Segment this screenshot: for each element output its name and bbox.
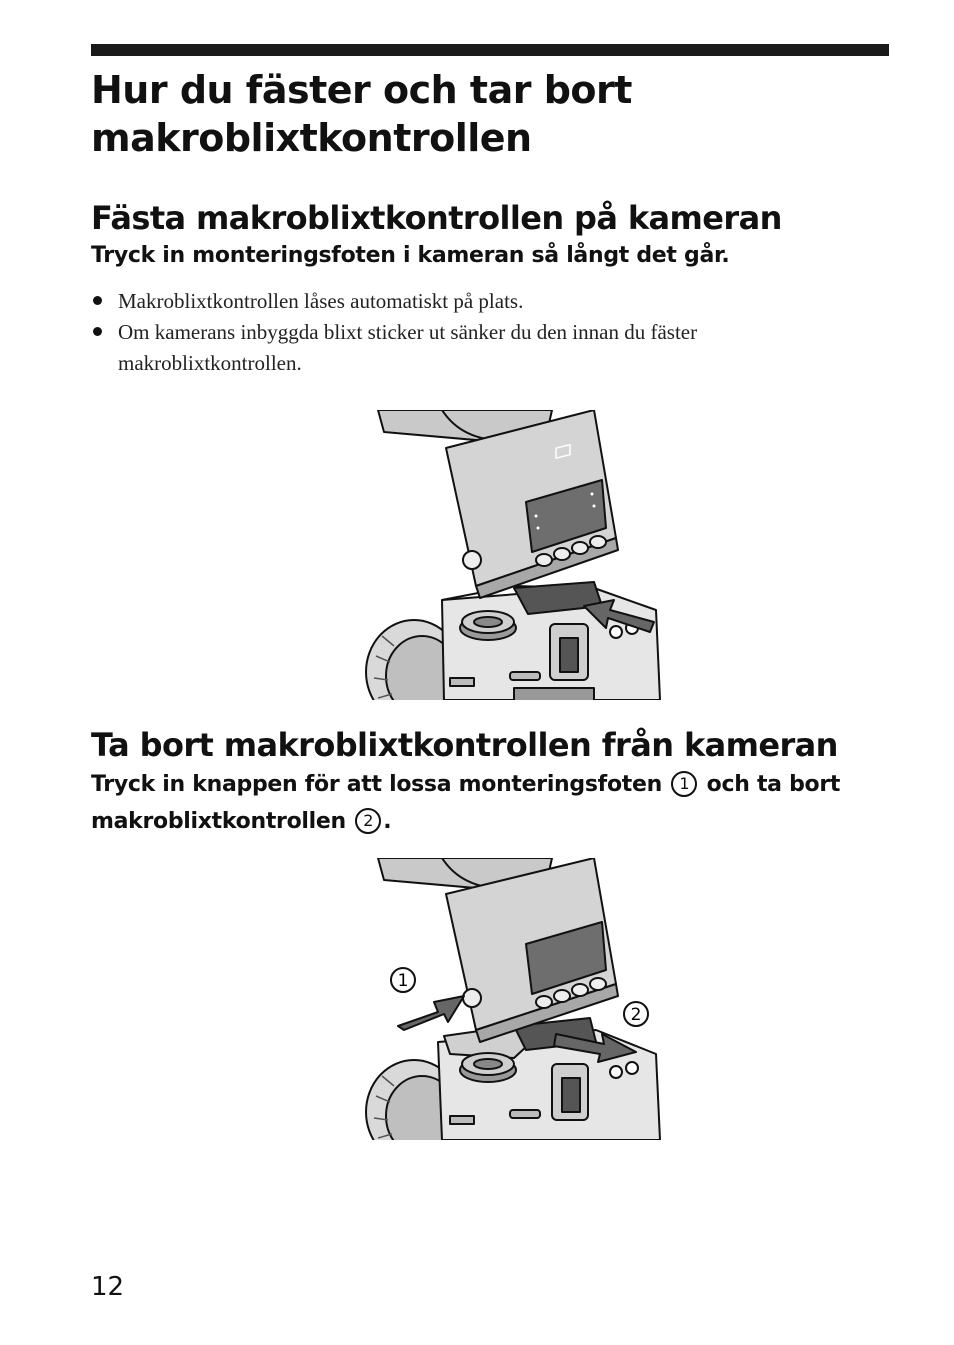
figure-label-1: 1 [397, 971, 409, 991]
figure-label-2: 2 [630, 1005, 642, 1025]
attach-illustration [364, 410, 664, 700]
release-button [463, 989, 481, 1007]
marker-1: 1 [671, 771, 697, 797]
attach-instruction: Tryck in monteringsfoten i kameran så långt det går. [91, 243, 730, 268]
marker-2: 2 [355, 808, 381, 834]
press-arrow [398, 996, 464, 1030]
remove-instruction [91, 766, 891, 840]
attach-notes [91, 286, 851, 379]
page-title: Hur du fäster och tar bort makroblixtkontrollen [91, 68, 632, 160]
remove-instruction-part2: och ta bort makroblixtkontrollen [91, 772, 841, 834]
page-number: 12 [91, 1272, 125, 1302]
remove-illustration [364, 858, 664, 1140]
section-heading-remove: Ta bort makroblixtkontrollen från kameran [91, 726, 838, 764]
remove-instruction-part1: Tryck in knappen för att lossa monteringsfoten [91, 772, 662, 797]
release-button [463, 551, 481, 569]
remove-instruction-end: . [383, 809, 392, 834]
section-heading-attach: Fästa makroblixtkontrollen på kameran [91, 199, 782, 237]
top-rule [91, 44, 889, 56]
list-item: Makroblixtkontrollen låses automatiskt på plats. [91, 286, 851, 317]
list-item: Om kamerans inbyggda blixt sticker ut sänker du den innan du fäster makroblixtkontrollen. [91, 317, 851, 379]
